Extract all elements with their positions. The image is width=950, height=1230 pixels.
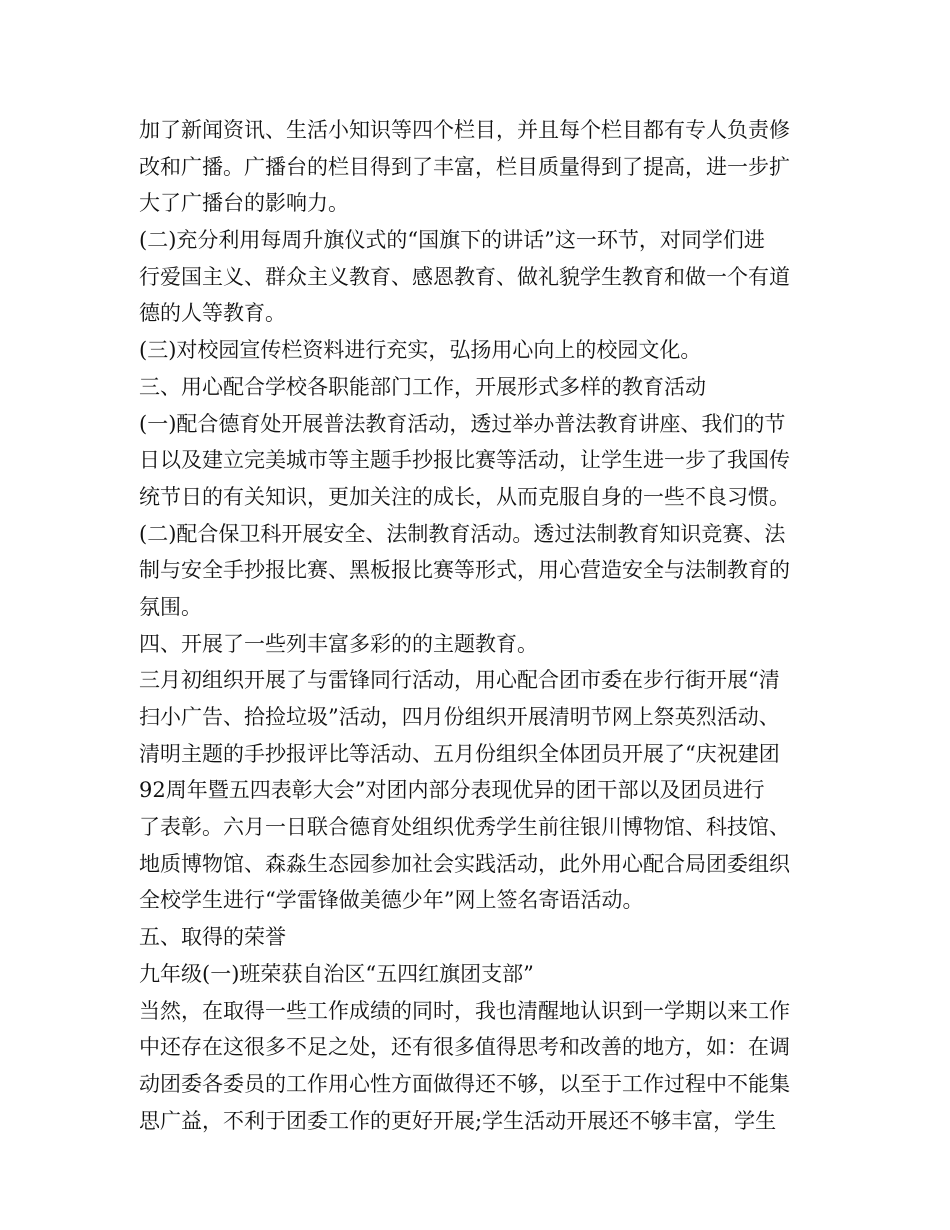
text-line: 当然，在取得一些工作成绩的同时，我也清醒地认识到一学期以来工作: [139, 998, 790, 1023]
text-line: 动团委各委员的工作用心性方面做得还不够，以至于工作过程中不能集: [139, 1071, 790, 1096]
text-line: 统节日的有关知识，更加关注的成长，从而克服自身的一些不良习惯。: [139, 484, 790, 509]
text-line: 氛围。: [139, 594, 202, 619]
text-line: 清明主题的手抄报评比等活动、五月份组织全体团员开展了“庆祝建团: [139, 741, 780, 766]
text-line: (一)配合德育处开展普法教育活动，透过举办普法教育讲座、我们的节: [139, 411, 786, 436]
text-line: 扫小广告、拾捡垃圾”活动，四月份组织开展清明节网上祭英烈活动、: [139, 705, 780, 729]
text-line: 加了新闻资讯、生活小知识等四个栏目，并且每个栏目都有专人负责修: [139, 118, 790, 142]
section-heading: 三、用心配合学校各职能部门工作，开展形式多样的教育活动: [139, 374, 706, 399]
text-line: 地质博物馆、森淼生态园参加社会实践活动，此外用心配合局团委组织: [139, 851, 790, 876]
text-line: 三月初组织开展了与雷锋同行活动，用心配合团市委在步行街开展“清: [139, 668, 780, 693]
text-line: 行爱国主义、群众主义教育、感恩教育、做礼貌学生教育和做一个有道: [139, 264, 790, 289]
document-body: [139, 112, 819, 1139]
text-line: 日以及建立完美城市等主题手抄报比赛等活动，让学生进一步了我国传: [139, 448, 790, 473]
text-line: 92周年暨五四表彰大会”对团内部分表现优异的团干部以及团员进行: [139, 778, 765, 803]
text-line: 中还存在这很多不足之处，还有很多值得思考和改善的地方，如：在调: [139, 1035, 790, 1060]
text-line: (三)对校园宣传栏资料进行充实，弘扬用心向上的校园文化。: [139, 338, 702, 363]
text-line: (二)充分利用每周升旗仪式的“国旗下的讲话”这一环节，对同学们进: [139, 228, 765, 253]
text-line: 改和广播。广播台的栏目得到了丰富，栏目质量得到了提高，进一步扩: [139, 154, 790, 179]
text-line: 九年级(一)班荣获自治区“五四红旗团支部”: [139, 961, 534, 986]
section-heading: 五、取得的荣誉: [139, 925, 286, 950]
text-line: 思广益，不利于团委工作的更好开展;学生活动开展还不够丰富，学生: [139, 1108, 777, 1133]
text-line: 制与安全手抄报比赛、黑板报比赛等形式，用心营造安全与法制教育的: [139, 558, 790, 583]
section-heading: 四、开展了一些列丰富多彩的的主题教育。: [139, 631, 538, 656]
text-line: 德的人等教育。: [139, 301, 286, 326]
text-line: 了表彰。六月一日联合德育处组织优秀学生前往银川博物馆、科技馆、: [139, 815, 790, 840]
text-line: 大了广播台的影响力。: [139, 191, 349, 216]
text-line: 全校学生进行“学雷锋做美德少年”网上签名寄语活动。: [139, 888, 644, 913]
text-line: (二)配合保卫科开展安全、法制教育活动。透过法制教育知识竞赛、法: [139, 521, 786, 546]
